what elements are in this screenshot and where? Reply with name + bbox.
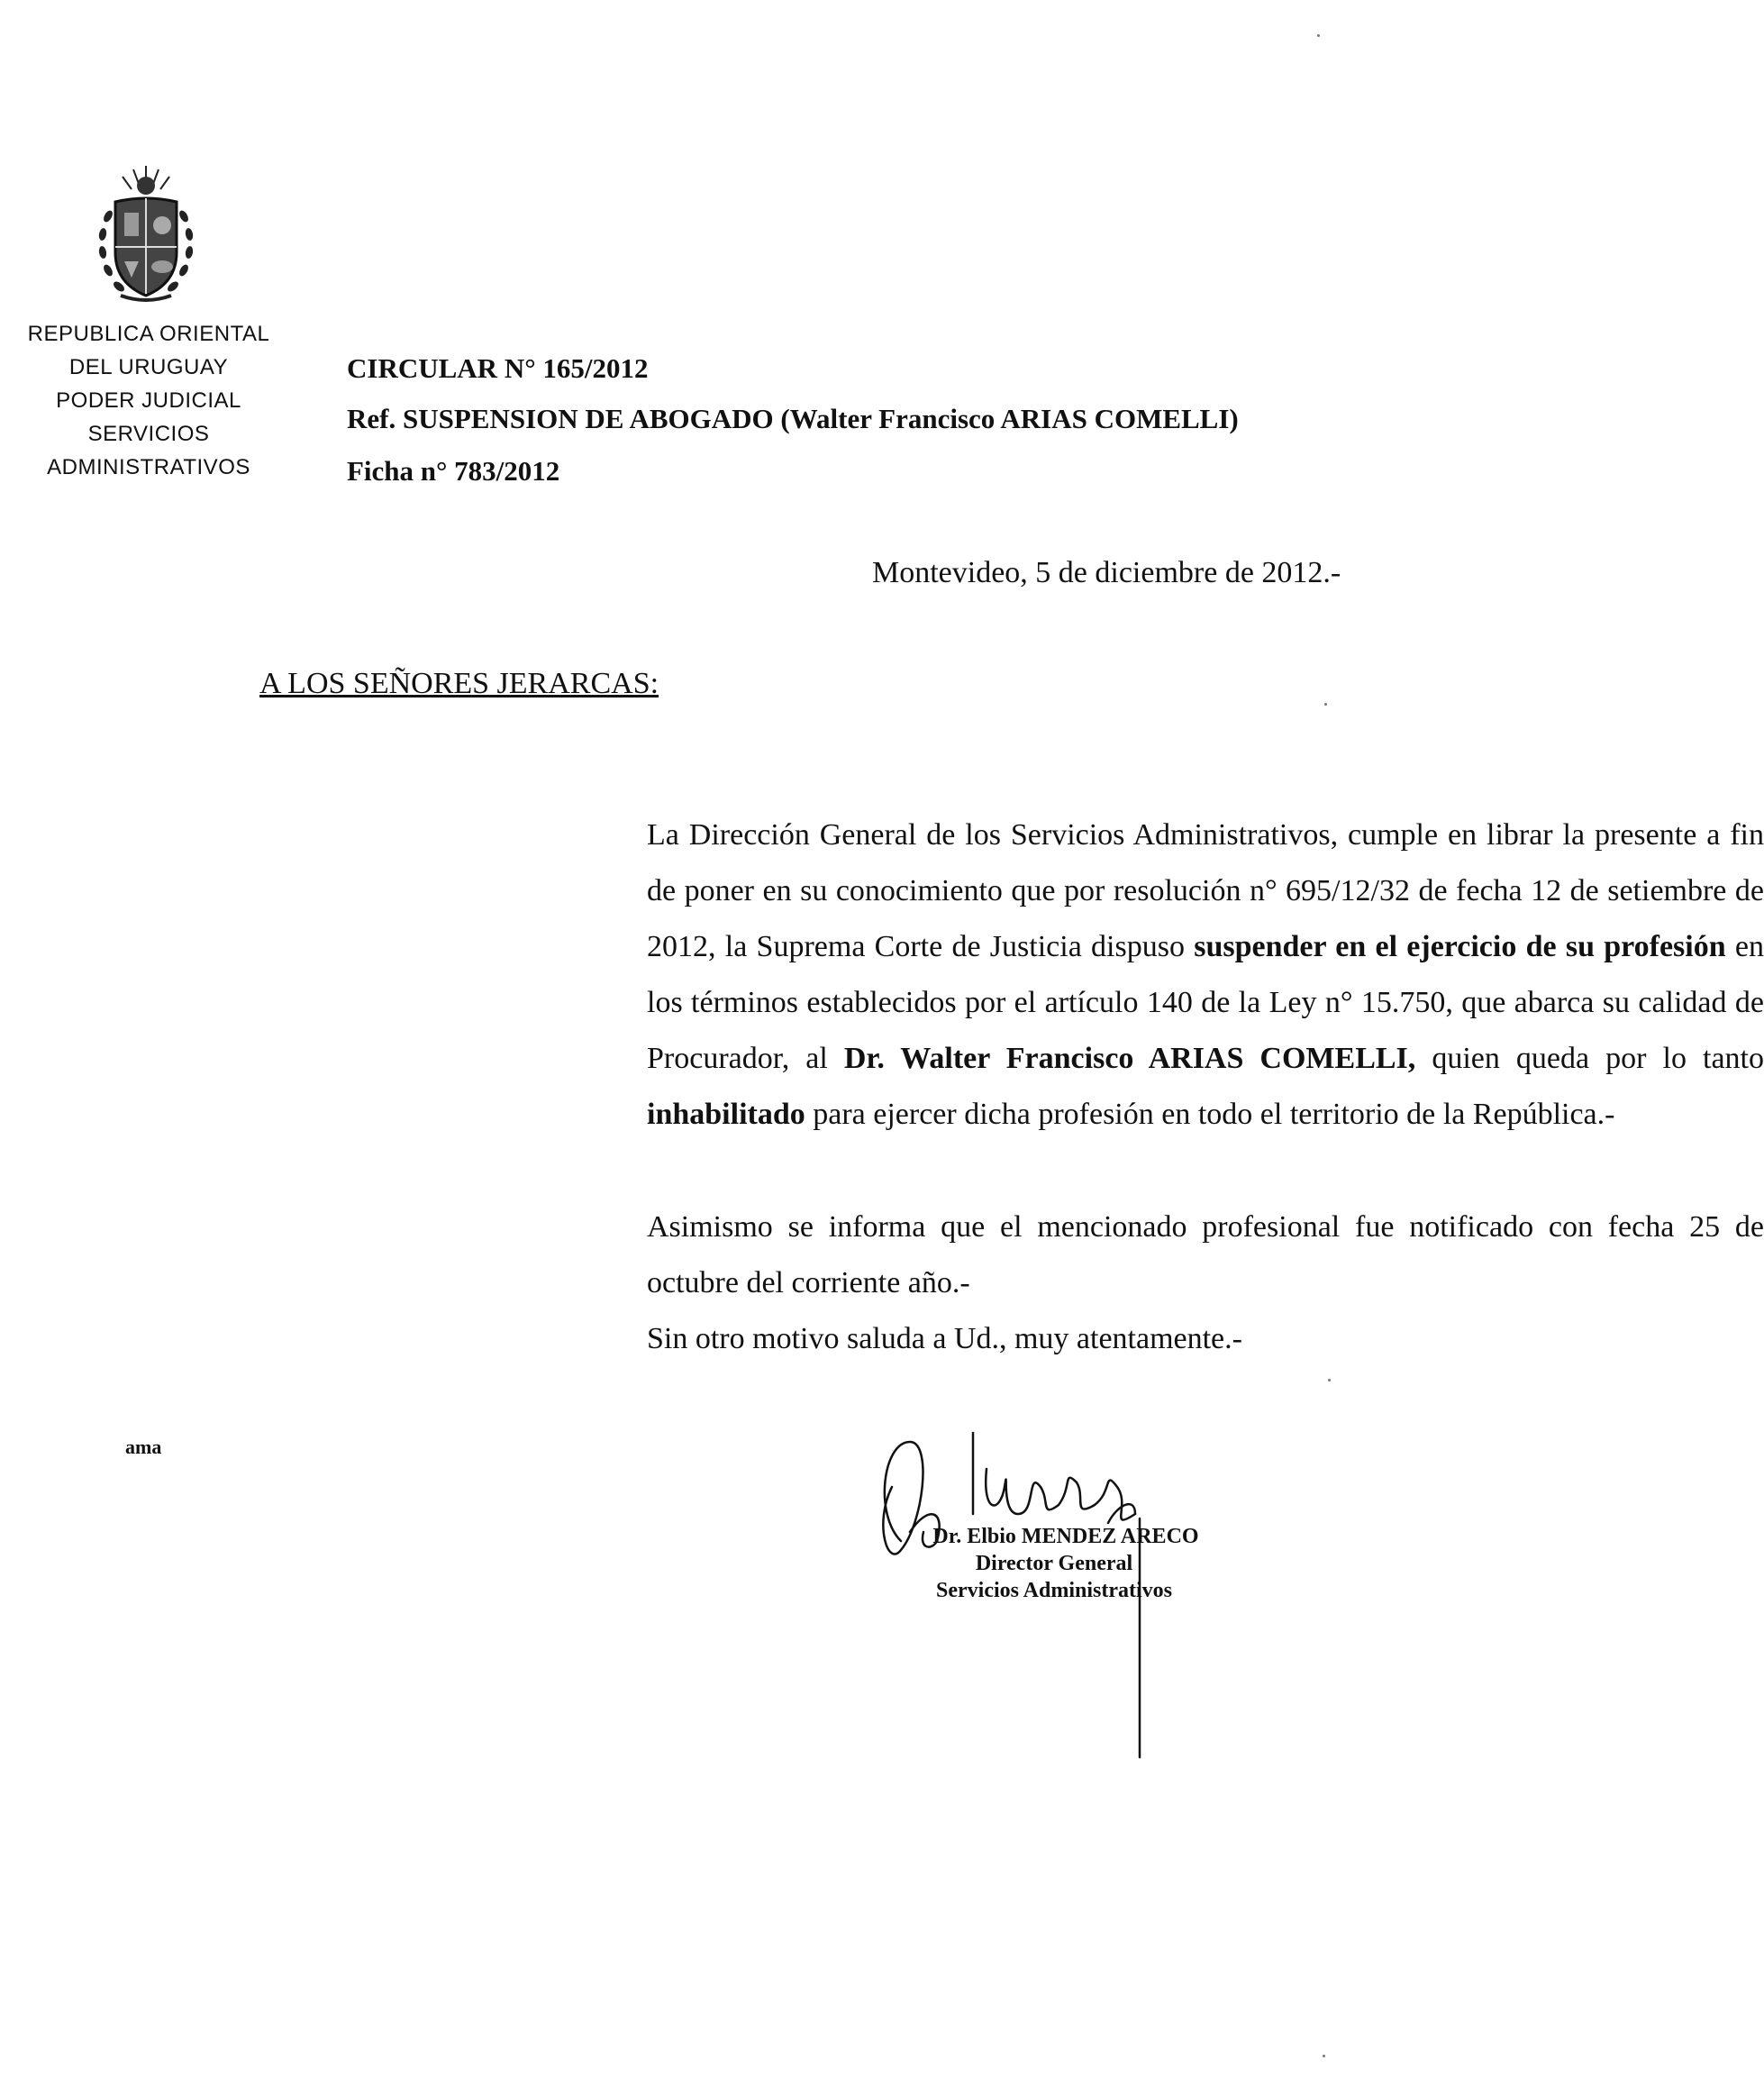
body-paragraph-2: Asimismo se informa que el mencionado profesional fue notificado con fecha 25 de octubre del corriente año.-	[647, 1210, 1764, 1299]
signatory-title: Director General	[975, 1552, 1133, 1575]
signatory-block	[892, 1523, 1216, 1604]
signatory-name: Dr. Elbio MENDEZ ARECO	[932, 1525, 1199, 1548]
p1-emphasis-name: Dr. Walter Francisco ARIAS COMELLI,	[843, 1042, 1416, 1075]
salutation: A LOS SEÑORES JERARCAS:	[259, 667, 659, 700]
coat-of-arms-seal	[88, 162, 204, 306]
p1-emphasis-inhabilitado: inhabilitado	[647, 1098, 805, 1131]
signatory-office: Servicios Administrativos	[936, 1579, 1172, 1602]
scan-speck	[1323, 2055, 1325, 2057]
reference-text: Ref. SUSPENSION DE ABOGADO (Walter Francisco ARIAS COMELLI)	[347, 403, 1239, 434]
letterhead-line: SERVICIOS	[87, 422, 210, 446]
p1-text-g: para ejercer dicha profesión en todo el territorio de la República.-	[805, 1098, 1615, 1131]
date-line: Montevideo, 5 de diciembre de 2012.-	[872, 556, 1341, 589]
p1-text-e: quien queda por lo tanto	[1415, 1042, 1764, 1075]
typist-initials: ama	[125, 1436, 162, 1458]
letterhead-line: DEL URUGUAY	[68, 355, 229, 379]
letterhead-line: ADMINISTRATIVOS	[47, 455, 250, 479]
circular-number	[347, 352, 648, 385]
p1-emphasis-suspension: suspender en el ejercicio de su profesión	[1194, 930, 1726, 963]
scan-speck	[1324, 703, 1327, 706]
p1-text-a: La Dirección General de los Servicios Administrativos, cumple en librar la presente a fin de poner en su conocimiento que por resolución n° 695/12/32 de fecha 12 de setiembre de 2012, la Suprema Corte de Justicia dispuso	[647, 818, 1764, 963]
scan-speck	[1317, 34, 1320, 37]
circular-number-text: CIRCULAR N° 165/2012	[347, 352, 649, 384]
ficha-text: Ficha n° 783/2012	[347, 455, 560, 487]
letterhead-line: PODER JUDICIAL	[56, 388, 241, 413]
letterhead-line: REPUBLICA ORIENTAL	[27, 322, 270, 346]
ficha-line	[347, 455, 559, 488]
scan-speck	[1328, 1379, 1331, 1381]
letterhead	[27, 317, 270, 484]
p1-text-c: en los términos establecidos por el artículo 140 de la Ley n° 15.750, que abarca su calidad de Procurador, al	[647, 930, 1764, 1075]
body-paragraph-1	[259, 807, 1764, 1143]
body-paragraph-3: Sin otro motivo saluda a Ud., muy atentamente.-	[647, 1322, 1242, 1355]
reference-line	[347, 403, 1239, 435]
